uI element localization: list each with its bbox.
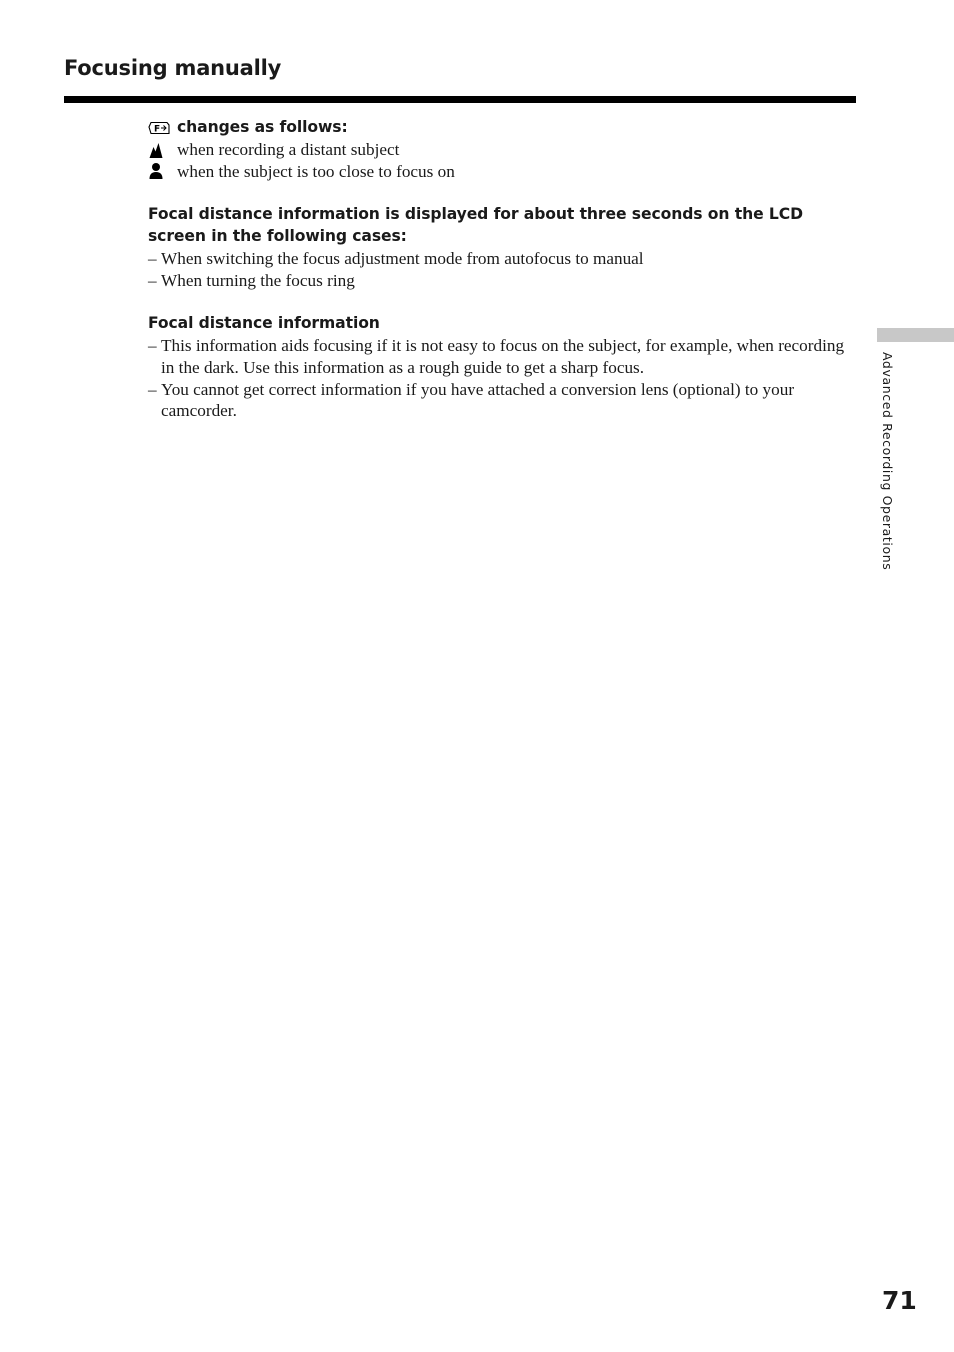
- section-title: Focusing manually: [64, 56, 282, 80]
- list-item-text: This information aids focusing if it is not easy to focus on the subject, for example, when recording in the dark. Use this information as a rough guide to get a sharp focus.: [161, 335, 845, 377]
- focus-changes-label: changes as follows:: [177, 118, 348, 136]
- dash-marker: –: [148, 270, 157, 290]
- close-subject-text: when the subject is too close to focus on: [177, 161, 455, 181]
- list-item: [148, 248, 853, 270]
- list-item-text: You cannot get correct information if you have attached a conversion lens (optional) to your camcorder.: [161, 379, 795, 421]
- dash-marker: –: [148, 335, 157, 355]
- list-item: [148, 379, 853, 423]
- chapter-label: Advanced Recording Operations: [880, 352, 895, 571]
- chapter-tab: [877, 328, 954, 342]
- distant-subject-text: when recording a distant subject: [177, 139, 400, 159]
- title-rule: [64, 96, 856, 103]
- focus-changes-heading: [148, 117, 853, 139]
- list-item-text: When switching the focus adjustment mode from autofocus to manual: [161, 248, 644, 268]
- focal-display-heading: Focal distance information is displayed for about three seconds on the LCD screen in the following cases:: [148, 205, 803, 245]
- page-number: 71: [882, 1286, 917, 1315]
- list-item: [148, 335, 853, 379]
- list-item: [148, 161, 853, 183]
- dash-marker: –: [148, 379, 157, 399]
- main-content: [148, 117, 853, 422]
- focal-info-heading: Focal distance information: [148, 314, 380, 333]
- manual-focus-icon: [148, 117, 177, 139]
- close-subject-icon: [148, 161, 177, 183]
- svg-text:F: F: [154, 124, 161, 135]
- distant-subject-icon: [148, 139, 177, 161]
- list-item-text: When turning the focus ring: [161, 270, 355, 290]
- dash-marker: –: [148, 248, 157, 268]
- list-item: [148, 270, 853, 292]
- list-item: [148, 139, 853, 161]
